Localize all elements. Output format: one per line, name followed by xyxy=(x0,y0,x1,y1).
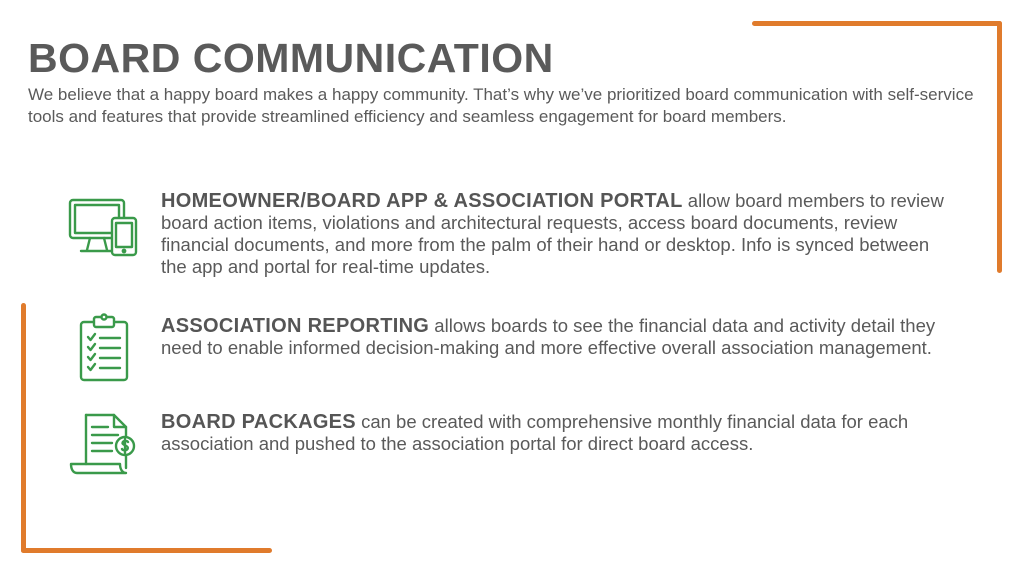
feature-board-packages xyxy=(161,411,951,455)
feature-board-packages-heading: BOARD PACKAGES xyxy=(161,411,356,433)
devices-icon xyxy=(68,196,140,258)
decorative-bracket-top-horizontal xyxy=(752,21,1002,26)
feature-association-reporting xyxy=(161,315,951,359)
financial-document-icon xyxy=(68,412,140,476)
feature-board-packages-body: can be created with comprehensive monthly financial data for each association and pushed to the association portal for direct board access. xyxy=(161,411,909,454)
feature-app-portal xyxy=(161,190,951,278)
decorative-bracket-top-vertical xyxy=(997,21,1002,273)
clipboard-checklist-icon xyxy=(78,313,130,383)
intro-paragraph: We believe that a happy board makes a happy community. That’s why we’ve prioritized board communication with self-service tools and features that provide streamlined efficiency and seamless engagement for board members. xyxy=(28,85,974,126)
feature-app-portal-body: allow board members to review board action items, violations and architectural requests, access board documents, review financial documents, and more from the palm of their hand or desktop. Info is synced between the app and portal for real-time updates. xyxy=(161,190,944,277)
decorative-bracket-bottom-vertical xyxy=(21,303,26,553)
feature-association-reporting-body: allows boards to see the financial data and activity detail they need to enable informed decision-making and more effective overall association management. xyxy=(161,315,936,358)
page-title: BOARD COMMUNICATION xyxy=(28,35,554,81)
feature-association-reporting-heading: ASSOCIATION REPORTING xyxy=(161,315,430,337)
decorative-bracket-bottom-horizontal xyxy=(21,548,272,553)
feature-app-portal-heading: HOMEOWNER/BOARD APP & ASSOCIATION PORTAL xyxy=(161,190,683,212)
